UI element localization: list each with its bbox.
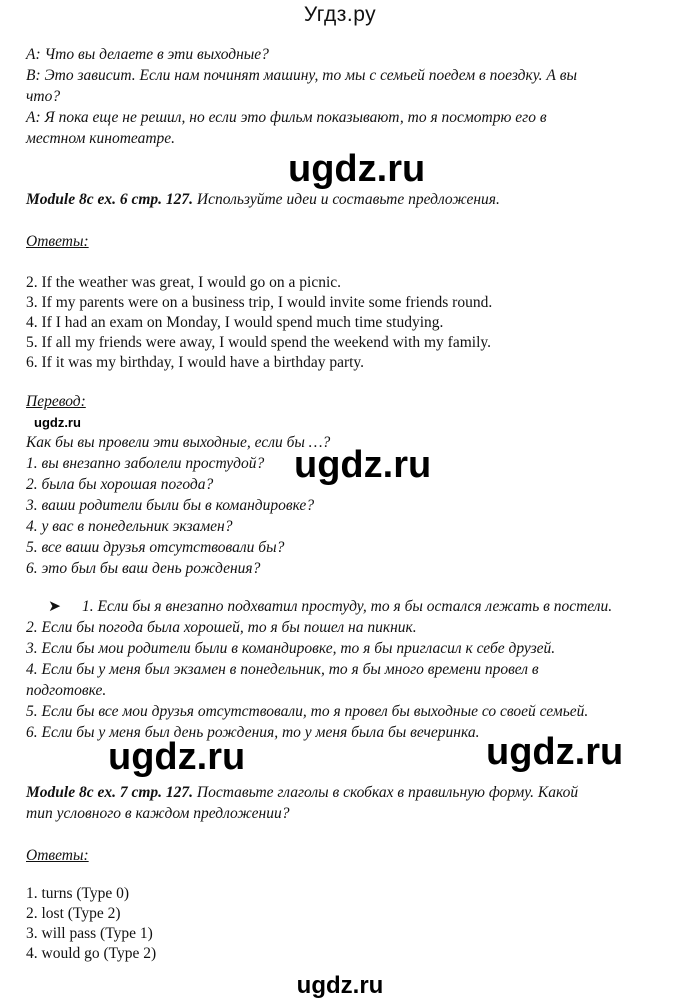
translation-line: 2. Если бы погода была хорошей, то я бы пошел на пикник. <box>26 619 417 636</box>
watermark: ugdz.ru <box>34 415 81 430</box>
question-item: 3. ваши родители были бы в командировке? <box>26 497 315 514</box>
dialogue-line: местном кинотеатре. <box>26 130 176 147</box>
site-title: Угдз.ру <box>303 3 377 26</box>
dialogue-line: B: Это зависит. Если нам починят машину, то мы с семьей поедем в поездку. А вы <box>26 67 577 84</box>
exercise-7-instruction: Поставьте глаголы в скобках в правильную форму. Какой <box>193 784 579 801</box>
answers-label: Ответы: <box>26 847 89 864</box>
answer-line: 4. would go (Type 2) <box>26 945 157 962</box>
answer-line: 3. If my parents were on a business trip, I would invite some friends round. <box>26 294 493 311</box>
exercise-7-title: Module 8c ex. 7 стр. 127. <box>26 784 194 801</box>
exercise-6-instruction: Используйте идеи и составьте предложения. <box>193 191 500 208</box>
answer-line: 3. will pass (Type 1) <box>26 925 153 942</box>
question-item: 5. все ваши друзья отсутствовали бы? <box>26 539 285 556</box>
watermark: ugdz.ru <box>108 736 246 778</box>
exercise-7-heading <box>26 783 578 803</box>
translation-line: 3. Если бы мои родители были в командировке, то я бы пригласил к себе друзей. <box>26 640 556 657</box>
answers-label: Ответы: <box>26 233 89 250</box>
question-item: 4. у вас в понедельник экзамен? <box>26 518 233 535</box>
translation-text: 1. Если бы я внезапно подхватил простуду, то я бы остался лежать в постели. <box>82 598 613 615</box>
question-item: 2. была бы хорошая погода? <box>26 476 214 493</box>
answer-line: 1. turns (Type 0) <box>26 885 130 902</box>
answer-line: 5. If all my friends were away, I would spend the weekend with my family. <box>26 334 492 351</box>
question-item: 6. это был бы ваш день рождения? <box>26 560 261 577</box>
bullet-arrow-icon: ➤ <box>48 598 61 615</box>
translation-line: 6. Если бы у меня был день рождения, то у меня была бы вечеринка. <box>26 724 480 741</box>
watermark: ugdz.ru <box>288 148 426 190</box>
translation-line: 4. Если бы у меня был экзамен в понедельник, то я бы много времени провел в <box>26 661 539 678</box>
dialogue-line: A: Я пока еще не решил, но если это фильм показывают, то я посмотрю его в <box>26 109 547 126</box>
answer-line: 6. If it was my birthday, I would have a birthday party. <box>26 354 365 371</box>
exercise-7-instruction-line2: тип условного в каждом предложении? <box>26 805 290 822</box>
answer-line: 4. If I had an exam on Monday, I would spend much time studying. <box>26 314 444 331</box>
question-line: Как бы вы провели эти выходные, если бы …? <box>26 434 331 451</box>
exercise-6-title: Module 8c ex. 6 стр. 127. <box>26 191 194 208</box>
footer-watermark: ugdz.ru <box>296 972 384 999</box>
question-item: 1. вы внезапно заболели простудой? <box>26 455 265 472</box>
translation-line: подготовке. <box>26 682 107 699</box>
answer-line: 2. lost (Type 2) <box>26 905 121 922</box>
watermark: ugdz.ru <box>294 444 432 486</box>
watermark: ugdz.ru <box>486 731 624 773</box>
dialogue-line: A: Что вы делаете в эти выходные? <box>26 46 269 63</box>
translation-line <box>26 597 612 617</box>
answer-line: 2. If the weather was great, I would go on a picnic. <box>26 274 342 291</box>
exercise-6-heading <box>26 190 500 210</box>
translation-line: 5. Если бы все мои друзья отсутствовали, то я провел бы выходные со своей семьей. <box>26 703 589 720</box>
dialogue-line: что? <box>26 88 61 105</box>
translation-label: Перевод: <box>26 393 86 410</box>
